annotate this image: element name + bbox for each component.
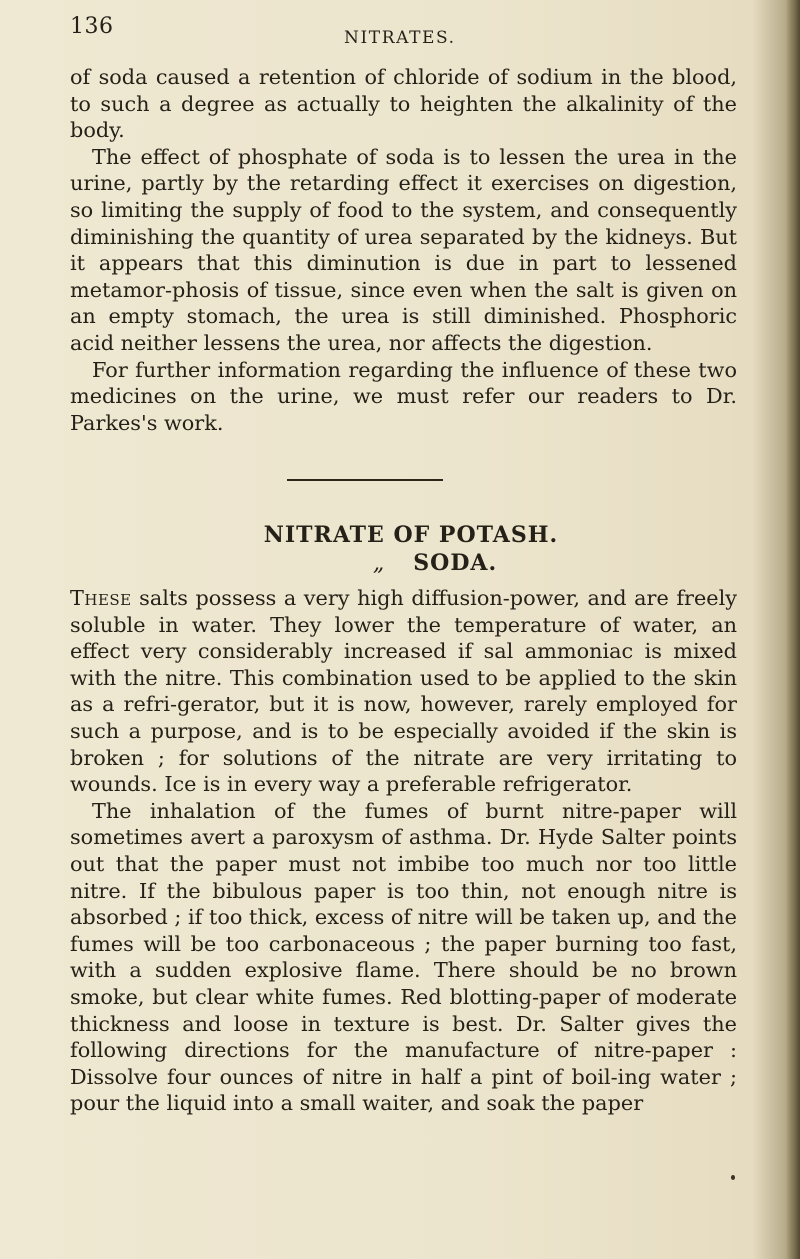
paragraph-salts-body: salts possess a very high diffusion-power, and are freely soluble in water. They lower the temperature of water, an effect very considerably increased if sal ammoniac is mixed with the nitre. This combination used to be applied to the skin as a refri-gerator, but it is now, however, rarely employed for such a purpose, and is to be especially avoided if the skin is broken ; for solutions of the nitrate are very irritating to wounds. Ice is in every way a preferable refrigerator. xyxy=(70,586,737,797)
section-divider xyxy=(287,479,443,481)
paragraph-salts xyxy=(70,585,737,798)
section-heading: NITRATE OF POTASH. xyxy=(263,522,559,548)
ditto-mark: „ xyxy=(372,551,386,576)
subheading-soda: SODA. xyxy=(413,550,498,576)
paragraph-lead-word: These xyxy=(70,586,132,610)
page-number: 136 xyxy=(70,14,114,39)
running-head: NITRATES. xyxy=(344,28,456,48)
section-subheading xyxy=(60,550,800,576)
section-one-text xyxy=(70,64,737,436)
paragraph-further-information: For further information regarding the influence of these two medicines on the urine, we must refer our readers to Dr. Parkes's work. xyxy=(70,357,737,435)
paragraph-phosphate-effect: The effect of phosphate of soda is to lessen the urea in the urine, partly by the retarding effect it exercises on digestion, so limiting the supply of food to the system, and consequently diminishing the quantity of urea separated by the kidneys. But it appears that this diminution is due in part to lessened metamor-phosis of tissue, since even when the salt is given on an empty stomach, the urea is still diminished. Phosphoric acid neither lessens the urea, nor affects the digestion. xyxy=(70,144,737,355)
ink-speck xyxy=(731,1175,735,1180)
paragraph-inhalation: The inhalation of the fumes of burnt nitre-paper will sometimes avert a paroxysm of asthma. Dr. Hyde Salter points out that the paper must not imbibe too much nor too little nitre. If the bibulous paper is too thin, not enough nitre is absorbed ; if too thick, excess of nitre will be taken up, and the fumes will be too carbonaceous ; the paper burning too fast, with a sudden explosive flame. There should be no brown smoke, but clear white fumes. Red blotting-paper of moderate thickness and loose in texture is best. Dr. Salter gives the following directions for the manufacture of nitre-paper : Dissolve four ounces of nitre in half a pint of boil-ing water ; pour the liquid into a small waiter, and soak the paper xyxy=(70,798,737,1116)
paragraph-continued: of soda caused a retention of chloride of sodium in the blood, to such a degree as actually to heighten the alkalinity of the body. xyxy=(70,65,737,143)
section-two-text xyxy=(70,585,737,1117)
page-edge-shadow xyxy=(786,0,800,1259)
